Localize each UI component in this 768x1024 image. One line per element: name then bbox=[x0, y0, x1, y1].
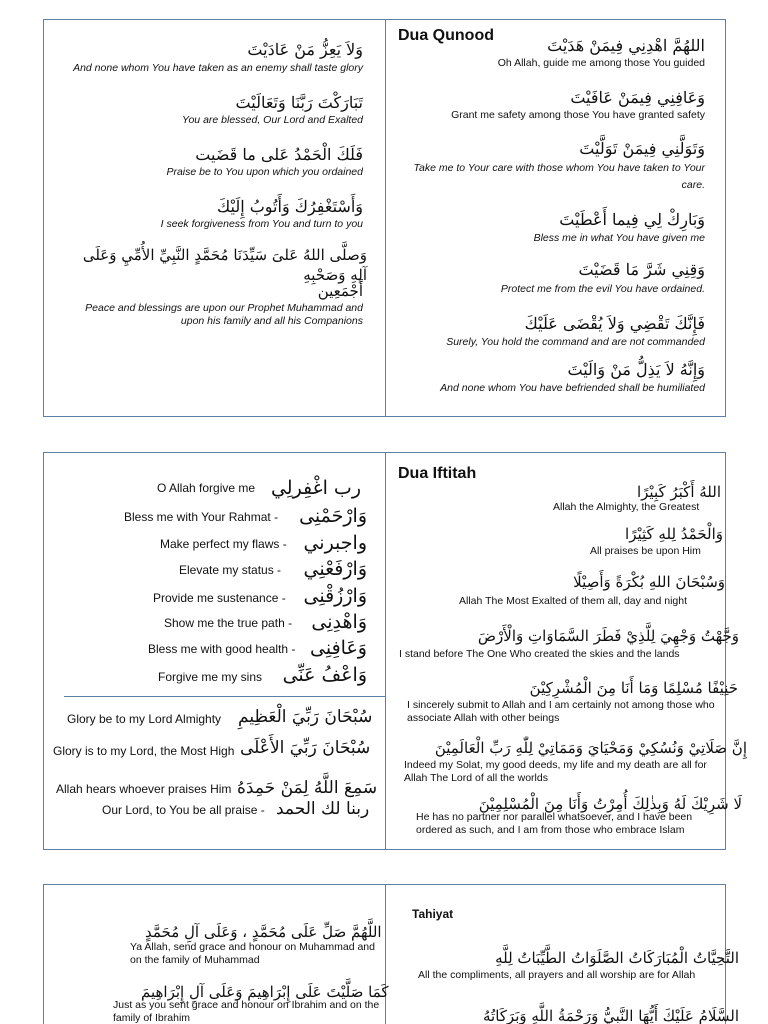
qunoot-right-ar-4: وَقِنِي شَرَّ مَا قَضَيْتَ bbox=[578, 260, 705, 279]
iftitah-right-ar-2: وَسُبْحَانَ اللهِ بُكْرَةً وَأَصِيْلًا bbox=[573, 573, 725, 591]
iftitah-left-en-10: Allah hears whoever praises Him bbox=[56, 782, 232, 796]
iftitah-left-en-3: Elevate my status - bbox=[179, 563, 282, 577]
tahiyat-left-ar-0: اللَّهُمَّ صَلِّ عَلَى مُحَمَّدٍ ، وَعَلَى آلِ مُحَمَّدٍ bbox=[145, 923, 382, 941]
iftitah-left-en-5: Show me the true path - bbox=[164, 616, 293, 630]
tahiyat-title: Tahiyat bbox=[412, 907, 454, 921]
iftitah-right-en-4: I sincerely submit to Allah and I am certainly not among those who associate Allah with other beings bbox=[407, 699, 715, 724]
iftitah-right-en-5: Indeed my Solat, my good deeds, my life and my death are all for Allah The Lord of all the worlds bbox=[404, 759, 707, 784]
iftitah-left-ar-2: واجبرني bbox=[303, 532, 367, 554]
tahiyat-left-en-1: Just as you sent grace and honour on Ibrahim and on the family of Ibrahim bbox=[113, 999, 380, 1024]
iftitah-left-ar-7: وَاعْفُ عَنِّى bbox=[282, 664, 367, 686]
iftitah-left-en-11: Our Lord, to You be all praise - bbox=[102, 803, 265, 817]
tahiyat-right-en-0: All the compliments, all prayers and all worship are for Allah bbox=[418, 969, 696, 981]
iftitah-left-ar-10: سَمِعَ اللَّهُ لِمَنْ حَمِدَهُ bbox=[237, 778, 378, 798]
iftitah-left-ar-1: وَارْحَمْنِى bbox=[299, 505, 367, 527]
iftitah-left-ar-8: سُبْحَانَ رَبِّيَ الْعَظِيمِ bbox=[238, 707, 373, 727]
iftitah-right-en-2: Allah The Most Exalted of them all, day and night bbox=[459, 595, 688, 607]
qunoot-left-ar-4b: أَجْمَعِين bbox=[317, 282, 363, 300]
qunoot-right-ar-6: وَإِنَّهُ لاَ يَذِلُّ مَنْ وَالَيْتَ bbox=[567, 360, 705, 379]
qunoot-left-en-1: You are blessed, Our Lord and Exalted bbox=[182, 114, 363, 126]
qunoot-left-en-4: Peace and blessings are upon our Prophet Muhammad and upon his family and all his Companions bbox=[85, 302, 363, 327]
qunoot-left-en-0: And none whom You have taken as an enemy shall taste glory bbox=[73, 62, 363, 74]
qunoot-panel bbox=[43, 19, 726, 417]
qunoot-left-ar-4: وَصلَّى اللهُ عَلىَ سَيِّدَنَا مُحَمَّدٍ النَّبِيِّ الأُمِّيِ وَعَلَى آلِهِ وَصَحْبِهِ bbox=[82, 246, 367, 284]
tahiyat-right-ar-0: التَّحِيَّاتُ الْمُبَارَكَاتُ الصَّلَوَاتُ الطَّيِّبَاتُ لِلَّهِ bbox=[495, 949, 739, 967]
iftitah-right-ar-4: حَنِيْفًا مُسْلِمًا وَمَا أَنَا مِنَ الْمُشْرِكِيْنَ bbox=[529, 679, 738, 697]
iftitah-left-ar-9: سُبْحَانَ رَبِّيَ الأَعْلَى bbox=[240, 738, 371, 758]
iftitah-left-en-8: Glory be to my Lord Almighty bbox=[67, 712, 222, 726]
qunoot-right-en-0: Oh Allah, guide me among those You guided bbox=[497, 57, 705, 69]
iftitah-title: Dua Iftitah bbox=[398, 465, 477, 482]
qunoot-right-ar-1: وَعَافِنِي فِيمَنْ عَافَيْتَ bbox=[570, 88, 705, 107]
iftitah-right-ar-1: وَالْحَمْدُ لِلهِ كَثِيْرًا bbox=[625, 525, 723, 543]
tahiyat-left-ar-1: كَمَا صَلَّيْتَ عَلَى إِبْرَاهِيمَ وَعَلَى آلِ إِبْرَاهِيمَ bbox=[141, 983, 389, 1001]
qunoot-title: Dua Qunood bbox=[398, 27, 494, 44]
iftitah-left-en-2: Make perfect my flaws - bbox=[160, 537, 287, 551]
iftitah-right-ar-6: لَا شَرِيْكَ لَهُ وَبِذٰلِكَ أُمِرْتُ وَأَنَا مِنَ الْمُسْلِمِيْنَ bbox=[478, 795, 742, 813]
tahiyat-left-en-0: Ya Allah, send grace and honour on Muhammad and on the family of Muhammad bbox=[130, 941, 375, 966]
qunoot-left-en-2: Praise be to You upon which you ordained bbox=[166, 166, 363, 178]
tahiyat-right-ar-1: السَّلَامُ عَلَيْكَ أَيُّهَا النَّبِيُّ وَرَحْمَةُ اللَّهِ وَبَرَكَاتُهُ bbox=[482, 1007, 739, 1024]
iftitah-left-en-9: Glory is to my Lord, the Most High bbox=[53, 744, 235, 758]
iftitah-left-en-4: Provide me sustenance - bbox=[153, 591, 286, 605]
qunoot-left-ar-0: وَلاَ يَعِزُّ مَنْ عَادَيْتَ bbox=[247, 40, 363, 59]
qunoot-right-en-3: Bless me in what You have given me bbox=[533, 232, 705, 244]
iftitah-right-en-1: All praises be upon Him bbox=[590, 545, 701, 557]
iftitah-left-ar-5: وَاهْدِنِى bbox=[311, 611, 367, 633]
column-divider bbox=[385, 885, 386, 1024]
iftitah-left-en-7: Forgive me my sins bbox=[158, 670, 263, 684]
iftitah-left-ar-6: وَعَافِنِى bbox=[310, 637, 367, 659]
qunoot-right-en-6: And none whom You have befriended shall be humiliated bbox=[440, 382, 705, 394]
qunoot-left-en-3: I seek forgiveness from You and turn to you bbox=[160, 218, 363, 230]
tahiyat-panel bbox=[43, 884, 739, 1024]
iftitah-left-en-1: Bless me with Your Rahmat - bbox=[124, 510, 279, 524]
qunoot-right-en-2: Take me to Your care with those whom You have taken to Your care. bbox=[413, 162, 705, 191]
qunoot-right-en-5: Surely, You hold the command and are not commanded bbox=[446, 336, 705, 348]
iftitah-right-ar-0: اللهُ أَكْبَرُ كَبِيْرًا bbox=[636, 483, 721, 501]
iftitah-right-ar-5: إِنَّ صَلَاتِيْ وَنُسُكِيْ وَمَحْيَايَ وَمَمَاتِيْ لِلّٰهِ رَبِّ الْعَالَمِيْنَ bbox=[434, 739, 747, 757]
qunoot-right-en-1: Grant me safety among those You have granted safety bbox=[451, 109, 705, 121]
iftitah-left-ar-11: ربنا لك الحمد bbox=[276, 799, 370, 819]
qunoot-right-ar-0: اللهُمَّ اهْدِنِي فِيمَنْ هَدَيْتَ bbox=[547, 36, 705, 55]
section-rule bbox=[64, 696, 385, 697]
qunoot-right-ar-2: وَتَوَلَّنِي فِيمَنْ تَوَلَّيْتَ bbox=[579, 139, 705, 158]
iftitah-right-en-6: He has no partner nor parallel whatsoever, and I have been ordered as such, and I am from those who embrace Islam bbox=[416, 811, 693, 836]
qunoot-left-ar-2: فَلَكَ الْحَمْدُ عَلى ما قَضَيت bbox=[195, 145, 363, 164]
iftitah-left-ar-0: رب اغْفِرلِي bbox=[270, 477, 361, 499]
iftitah-right-ar-3: وَجَّهْتُ وَجْهِيَ لِلَّذِيْ فَطَرَ السَّمَاوَاتِ وَالْأَرْضَ bbox=[477, 627, 739, 645]
iftitah-left-en-6: Bless me with good health - bbox=[148, 642, 296, 656]
iftitah-left-en-0: O Allah forgive me bbox=[157, 481, 256, 495]
qunoot-right-ar-3: وَبَارِكْ لِي فِيما أَعْطَيْتَ bbox=[559, 210, 705, 229]
iftitah-panel bbox=[43, 452, 747, 850]
iftitah-left-ar-3: وَارْفَعْنِي bbox=[303, 558, 367, 580]
column-divider bbox=[385, 20, 386, 416]
qunoot-right-ar-5: فَإِنَّكَ تَقْضِي وَلاَ يُقْضَى عَلَيْكَ bbox=[524, 314, 705, 333]
qunoot-right-en-4: Protect me from the evil You have ordained. bbox=[500, 283, 705, 295]
qunoot-left-ar-3: وَأَسْتَغْفِرُكَ وَأَتُوبُ إِلَيْكَ bbox=[217, 197, 363, 216]
iftitah-left-ar-4: وَارْزُقْنِى bbox=[303, 585, 367, 607]
column-divider bbox=[385, 453, 386, 849]
qunoot-left-ar-1: تَبَارَكْتَ رَبَّنَا وَتَعَالَيْتَ bbox=[235, 93, 363, 112]
iftitah-right-en-3: I stand before The One Who created the skies and the lands bbox=[399, 648, 680, 660]
iftitah-right-en-0: Allah the Almighty, the Greatest bbox=[553, 501, 700, 513]
